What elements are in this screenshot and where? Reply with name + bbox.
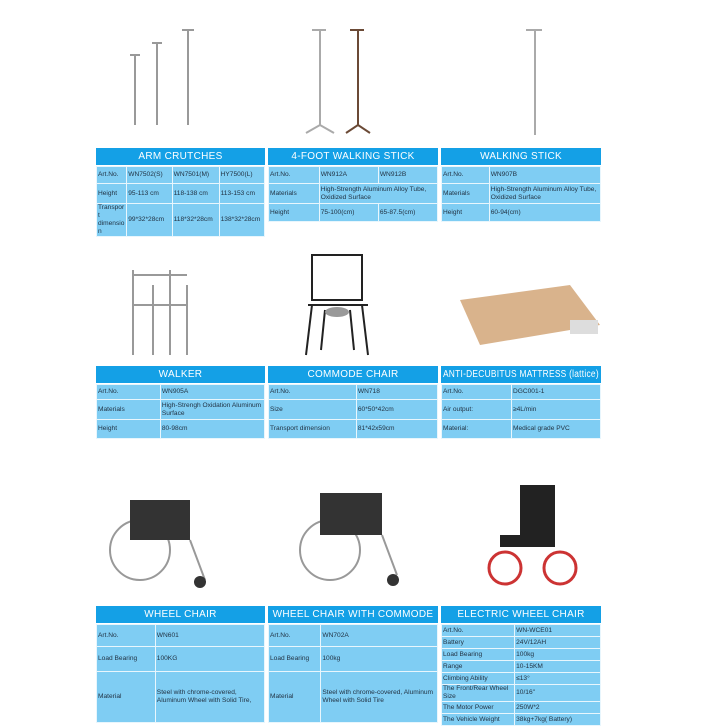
spec-value: WN905A	[160, 385, 264, 400]
anti-decubitus-mattress-panel	[441, 366, 601, 439]
spec-label: Material	[97, 672, 156, 723]
spec-label: Art.No.	[269, 167, 320, 184]
spec-label: The Vehicle Weight	[442, 714, 515, 726]
spec-value: High-Strength Aluminum Alloy Tube, Oxidized Surface	[489, 184, 600, 204]
spec-label: Material	[269, 672, 321, 723]
wheel-chair-with-commode-image	[295, 485, 410, 595]
electric-wheel-chair-panel	[441, 606, 601, 726]
table-row	[97, 625, 265, 647]
spec-value: WN912A	[319, 167, 378, 184]
spec-value: 118-138 cm	[172, 184, 219, 204]
spec-value: WN912B	[378, 167, 437, 184]
spec-value: 138*32*28cm	[219, 204, 264, 237]
table-row	[97, 385, 265, 400]
spec-value: 100KG	[155, 647, 264, 672]
spec-label: Height	[97, 184, 127, 204]
table-row	[97, 400, 265, 420]
walking-stick-panel	[441, 148, 601, 222]
panel-title: COMMODE CHAIR	[307, 369, 399, 380]
spec-label: Art.No.	[442, 167, 490, 184]
panel-header	[96, 148, 265, 166]
spec-value: WN7501(M)	[172, 167, 219, 184]
table-row	[442, 420, 601, 439]
panel-title: WALKING STICK	[480, 151, 562, 162]
table-row	[97, 204, 265, 237]
spec-value: 38kg+7kg( Battery)	[515, 714, 601, 726]
commode-chair-image	[300, 250, 375, 360]
spec-label: Range	[442, 661, 515, 673]
spec-value: 113-153 cm	[219, 184, 264, 204]
table-row	[269, 167, 438, 184]
spec-label: Art.No.	[97, 167, 127, 184]
spec-value: 100kg	[321, 647, 438, 672]
table-row	[97, 184, 265, 204]
arm-crutches-image	[120, 25, 210, 135]
table-row	[442, 702, 601, 714]
panel-header	[441, 366, 601, 384]
spec-value: 24V/12AH	[515, 637, 601, 649]
spec-value: 75-100(cm)	[319, 204, 378, 222]
spec-value: 80-98cm	[160, 420, 264, 439]
table-row	[269, 647, 438, 672]
spec-value: 95-113 cm	[127, 184, 172, 204]
spec-value: Medical grade PVC	[511, 420, 600, 439]
table-row	[442, 637, 601, 649]
panel-title: WHEEL CHAIR WITH COMMODE	[272, 609, 434, 620]
table-row	[269, 400, 438, 420]
table-row	[442, 204, 601, 222]
panel-header	[441, 606, 601, 624]
table-row	[442, 661, 601, 673]
walker-panel	[96, 366, 265, 439]
wheel-chair-image	[105, 490, 215, 595]
spec-label: Transport dimension	[269, 420, 357, 439]
table-row	[442, 184, 601, 204]
spec-value: HY7500(L)	[219, 167, 264, 184]
table-row	[269, 625, 438, 647]
spec-value: Steel with chrome-covered, Aluminum Wheel with Solid Tire,	[155, 672, 264, 723]
spec-value: WN7502(S)	[127, 167, 172, 184]
spec-table	[441, 384, 601, 439]
spec-label: Size	[269, 400, 357, 420]
spec-value: WN702A	[321, 625, 438, 647]
spec-label: Height	[269, 204, 320, 222]
spec-value: 100kg	[515, 649, 601, 661]
spec-label: Materials	[269, 184, 320, 204]
spec-value: 10/16"	[515, 685, 601, 702]
spec-label: Art.No.	[97, 385, 161, 400]
spec-label: Height	[97, 420, 161, 439]
spec-label: Materials	[442, 184, 490, 204]
spec-value: 60-94(cm)	[489, 204, 600, 222]
spec-label: Art.No.	[269, 625, 321, 647]
spec-label: Load Bearing	[97, 647, 156, 672]
panel-header	[96, 366, 265, 384]
table-row	[442, 385, 601, 400]
spec-label: Material:	[442, 420, 512, 439]
panel-title: WALKER	[158, 369, 203, 380]
spec-value: 60*50*42cm	[356, 400, 437, 420]
table-row	[442, 714, 601, 726]
spec-table	[268, 166, 438, 222]
electric-wheel-chair-image	[480, 480, 580, 590]
panel-header	[268, 366, 438, 384]
table-row	[442, 673, 601, 685]
spec-value: DGC001-1	[511, 385, 600, 400]
four-foot-walking-stick-panel	[268, 148, 438, 222]
panel-header	[268, 148, 438, 166]
spec-label: Art.No.	[442, 625, 515, 637]
spec-value: ≥4L/min	[511, 400, 600, 420]
spec-label: Art.No.	[269, 385, 357, 400]
spec-label: Transport dimension	[97, 204, 127, 237]
table-row	[97, 672, 265, 723]
spec-table	[441, 624, 601, 726]
spec-value: WN718	[356, 385, 437, 400]
spec-label: Height	[442, 204, 490, 222]
spec-value: 250W*2	[515, 702, 601, 714]
table-row	[442, 167, 601, 184]
spec-table	[268, 384, 438, 439]
panel-title: ELECTRIC WHEEL CHAIR	[457, 609, 585, 620]
anti-decubitus-mattress-image	[455, 280, 605, 350]
spec-table	[96, 384, 265, 439]
spec-label: Art.No.	[442, 385, 512, 400]
walker-image	[125, 265, 195, 360]
spec-value: 65-87.5(cm)	[378, 204, 437, 222]
table-row	[97, 420, 265, 439]
spec-value: Steel with chrome-covered, Aluminum Wheel with Solid Tire	[321, 672, 438, 723]
table-row	[442, 649, 601, 661]
spec-value: 99*32*28cm	[127, 204, 172, 237]
table-row	[442, 625, 601, 637]
spec-value: 81*42x59cm	[356, 420, 437, 439]
spec-value: 10-15KM	[515, 661, 601, 673]
spec-value: WN-WCE01	[515, 625, 601, 637]
spec-label: Air output:	[442, 400, 512, 420]
table-row	[97, 647, 265, 672]
panel-title: ANTI-DECUBITUS MATTRESS (lattice)	[443, 369, 599, 380]
spec-table	[96, 166, 265, 237]
commode-chair-panel	[268, 366, 438, 439]
spec-value: High-Strengh Oxidation Aluminum Surface	[160, 400, 264, 420]
spec-table	[96, 624, 265, 723]
spec-label: Battery	[442, 637, 515, 649]
spec-label: Load Bearing	[442, 649, 515, 661]
spec-value: ≤13°	[515, 673, 601, 685]
table-row	[269, 184, 438, 204]
spec-table	[268, 624, 438, 723]
spec-label: The Front/Rear Wheel Size	[442, 685, 515, 702]
spec-label: The Motor Power	[442, 702, 515, 714]
table-row	[269, 672, 438, 723]
four-foot-walking-stick-image	[300, 25, 380, 140]
walking-stick-image	[520, 25, 550, 140]
panel-header	[441, 148, 601, 166]
panel-title: WHEEL CHAIR	[144, 609, 217, 620]
spec-table	[441, 166, 601, 222]
panel-header	[96, 606, 265, 624]
spec-value: 118*32*28cm	[172, 204, 219, 237]
spec-label: Climbing Ability	[442, 673, 515, 685]
spec-label: Materials	[97, 400, 161, 420]
spec-value: High-Strength Aluminum Alloy Tube, Oxidized Surface	[319, 184, 437, 204]
panel-title: 4-FOOT WALKING STICK	[291, 151, 415, 162]
table-row	[269, 204, 438, 222]
panel-title: ARM CRUTCHES	[138, 151, 223, 162]
spec-value: WN601	[155, 625, 264, 647]
table-row	[269, 420, 438, 439]
wheel-chair-with-commode-panel	[268, 606, 438, 723]
table-row	[442, 400, 601, 420]
arm-crutches-panel	[96, 148, 265, 237]
table-row	[97, 167, 265, 184]
spec-label: Art.No.	[97, 625, 156, 647]
table-row	[442, 685, 601, 702]
panel-header	[268, 606, 438, 624]
spec-value: WN907B	[489, 167, 600, 184]
wheel-chair-panel	[96, 606, 265, 723]
spec-label: Load Bearing	[269, 647, 321, 672]
table-row	[269, 385, 438, 400]
